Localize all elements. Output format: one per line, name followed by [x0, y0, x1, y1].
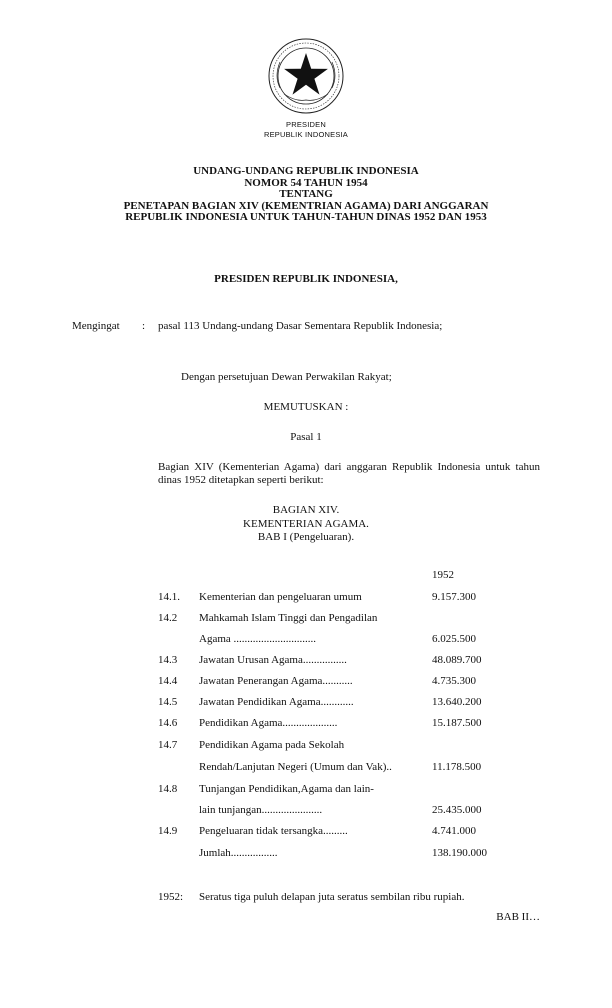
row-value: 6.025.500	[432, 633, 476, 645]
row-number: 14.7	[158, 739, 178, 751]
title-line-4: PENETAPAN BAGIAN XIV (KEMENTRIAN AGAMA) DARI ANGGARAN	[123, 199, 489, 212]
row-description: Pendidikan Agama....................	[199, 717, 338, 729]
budget-row	[0, 716, 612, 730]
row-value: 15.187.500	[432, 717, 482, 729]
pasal-text: Bagian XIV (Kementerian Agama) dari anggaran Republik Indonesia untuk tahun dinas 1952 ditetapkan seperti berikut:	[158, 461, 540, 486]
presidential-seal-emblem	[266, 36, 346, 116]
row-value: 9.157.300	[432, 591, 476, 603]
section-heading	[0, 504, 612, 545]
row-number: 14.9	[158, 825, 178, 837]
mengingat-colon: :	[142, 320, 146, 332]
emblem-line-1: PRESIDEN	[286, 120, 326, 129]
section-line-3: BAB I (Pengeluaran).	[257, 531, 355, 543]
budget-total-row	[0, 846, 612, 860]
president-heading: PRESIDEN REPUBLIK INDONESIA,	[214, 273, 398, 285]
budget-year-header: 1952	[432, 569, 454, 581]
budget-row	[0, 632, 612, 646]
row-description: Pengeluaran tidak tersangka.........	[199, 825, 348, 837]
budget-row	[0, 674, 612, 688]
budget-row	[0, 653, 612, 667]
budget-row	[0, 738, 612, 752]
row-value: 25.435.000	[432, 804, 482, 816]
row-value: 4.735.300	[432, 675, 476, 687]
row-description: Pendidikan Agama pada Sekolah	[199, 739, 345, 751]
row-value: 4.741.000	[432, 825, 476, 837]
budget-row	[0, 803, 612, 817]
summary-text: Seratus tiga puluh delapan juta seratus sembilan ribu rupiah.	[199, 891, 465, 903]
row-description: Jawatan Urusan Agama................	[199, 654, 347, 666]
section-line-2: KEMENTERIAN AGAMA.	[243, 517, 369, 530]
title-line-1: UNDANG-UNDANG REPUBLIK INDONESIA	[193, 165, 419, 177]
row-description: Jumlah.................	[199, 847, 278, 859]
emblem-caption	[0, 120, 612, 140]
row-description: Kementerian dan pengeluaran umum	[199, 591, 362, 603]
title-line-2: NOMOR 54 TAHUN 1954	[244, 176, 368, 189]
row-description: Rendah/Lanjutan Negeri (Umum dan Vak)..	[199, 761, 392, 773]
row-description: lain tunjangan......................	[199, 804, 323, 816]
row-description: Agama ..............................	[199, 633, 317, 645]
row-number: 14.1.	[158, 591, 180, 603]
next-chapter-marker: BAB II…	[496, 911, 540, 923]
row-number: 14.2	[158, 612, 178, 624]
budget-row	[0, 611, 612, 625]
mengingat-text: pasal 113 Undang-undang Dasar Sementara Republik Indonesia;	[158, 320, 443, 332]
row-description: Jawatan Penerangan Agama...........	[199, 675, 353, 687]
row-number: 14.3	[158, 654, 178, 666]
section-line-1: BAGIAN XIV.	[272, 504, 340, 516]
row-number: 14.6	[158, 717, 178, 729]
budget-row	[0, 760, 612, 774]
row-description: Mahkamah Islam Tinggi dan Pengadilan	[199, 612, 378, 624]
row-description: Tunjangan Pendidikan,Agama dan lain-	[199, 783, 374, 795]
mengingat-label: Mengingat	[72, 320, 120, 332]
persetujuan-text: Dengan persetujuan Dewan Perwakilan Rakyat;	[181, 371, 392, 383]
title-line-3: TENTANG	[279, 188, 333, 201]
pasal-heading: Pasal 1	[290, 431, 322, 443]
title-line-5: REPUBLIK INDONESIA UNTUK TAHUN-TAHUN DINAS 1952 DAN 1953	[125, 211, 487, 224]
budget-row	[0, 782, 612, 796]
row-description: Jawatan Pendidikan Agama............	[199, 696, 354, 708]
budget-row	[0, 695, 612, 709]
row-value: 48.089.700	[432, 654, 482, 666]
row-number: 14.5	[158, 696, 178, 708]
memutuskan-heading: MEMUTUSKAN :	[263, 401, 349, 413]
document-title	[0, 166, 612, 224]
emblem-line-2: REPUBLIK INDONESIA	[263, 130, 349, 139]
row-value: 11.178.500	[432, 761, 482, 773]
row-number: 14.4	[158, 675, 178, 687]
budget-row	[0, 824, 612, 838]
row-number: 14.8	[158, 783, 178, 795]
row-value: 13.640.200	[432, 696, 482, 708]
budget-row	[0, 590, 612, 604]
row-value: 138.190.000	[432, 847, 487, 859]
summary-label: 1952:	[158, 891, 184, 903]
